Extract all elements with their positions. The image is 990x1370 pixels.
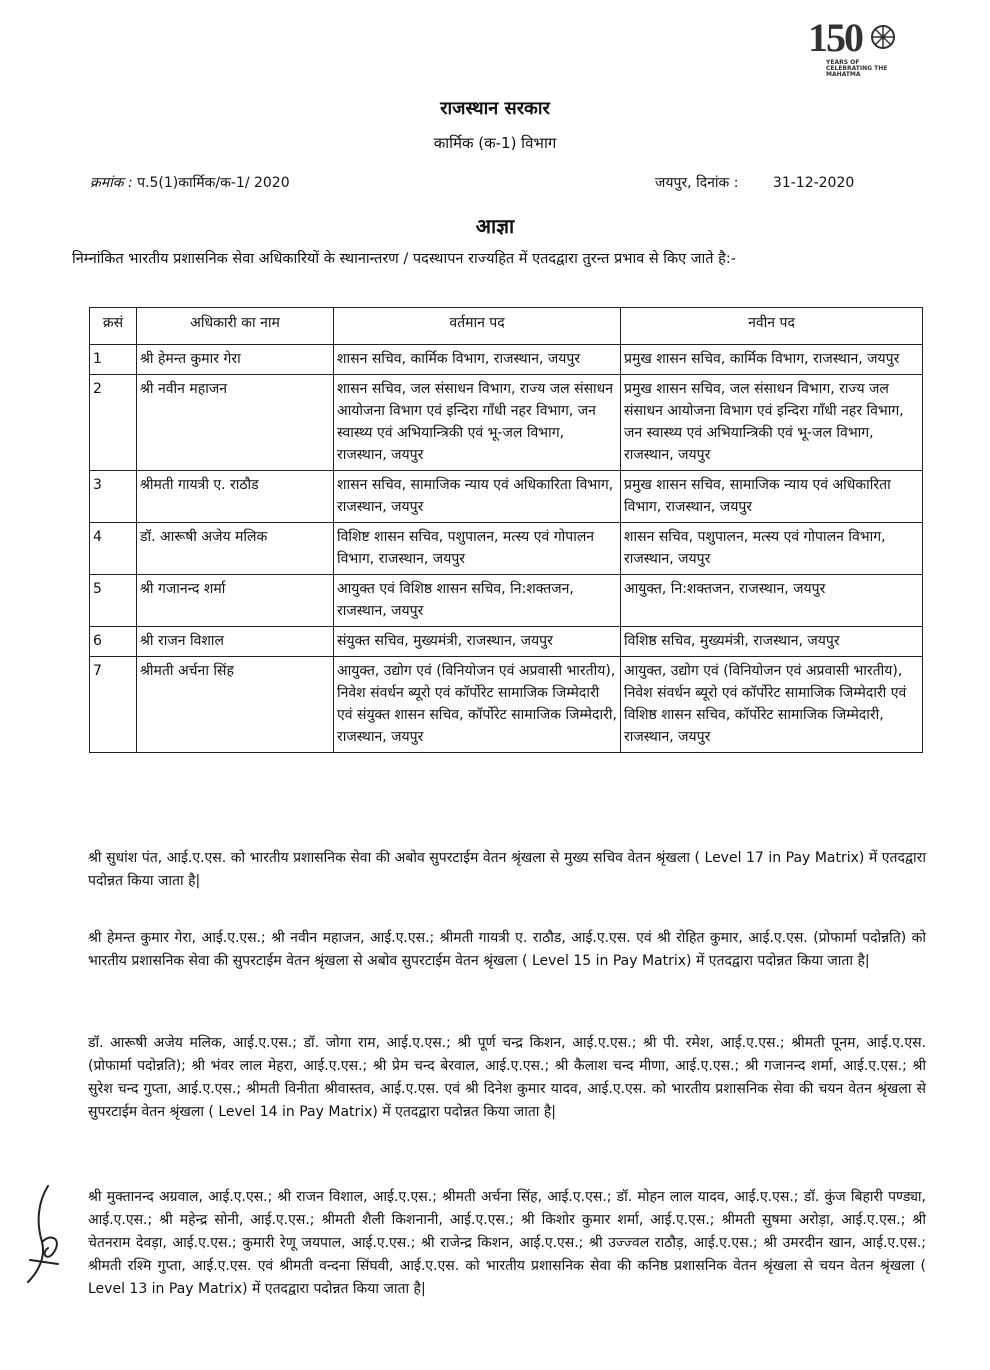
order-title: आज्ञा — [475, 214, 515, 238]
ref-number: प.5(1)कार्मिक/क-1/ 2020 — [137, 175, 290, 191]
cell-sno: 3 — [90, 471, 137, 523]
cell-sno: 5 — [90, 575, 137, 627]
table-row — [90, 523, 923, 575]
table-row — [90, 471, 923, 523]
cell-new-post: प्रमुख शासन सचिव, कार्मिक विभाग, राजस्थान, जयपुर — [621, 345, 923, 375]
department-title: कार्मिक (क-1) विभाग — [433, 134, 557, 152]
logo-number: 150 — [808, 15, 862, 60]
cell-current-post: शासन सचिव, सामाजिक न्याय एवं अधिकारिता विभाग, राजस्थान, जयपुर — [334, 471, 621, 523]
cell-new-post: प्रमुख शासन सचिव, सामाजिक न्याय एवं अधिकारिता विभाग, राजस्थान, जयपुर — [621, 471, 923, 523]
cell-current-post: आयुक्त, उद्योग एवं (विनियोजन एवं अप्रवासी भारतीय), निवेश संवर्धन ब्यूरो एवं कॉर्पोरेट सामाजिक जिम्मेदारी एवं संयुक्त शासन सचिव, कॉर्पोरेट सामाजिक जिम्मेदारी, राजस्थान, जयपुर — [334, 657, 621, 753]
header-name: अधिकारी का नाम — [137, 308, 334, 345]
cell-sno: 6 — [90, 627, 137, 657]
cell-new-post: शासन सचिव, पशुपालन, मत्स्य एवं गोपालन विभाग, राजस्थान, जयपुर — [621, 523, 923, 575]
cell-name: श्रीमती गायत्री ए. राठौड — [137, 471, 334, 523]
reference-number-line — [90, 173, 290, 192]
place-date-label: जयपुर, दिनांक : — [655, 175, 739, 191]
transfer-table — [89, 307, 923, 753]
table-row — [90, 345, 923, 375]
table-row — [90, 375, 923, 471]
government-title: राजस्थान सरकार — [440, 98, 550, 119]
cell-new-post: विशिष्ठ सचिव, मुख्यमंत्री, राजस्थान, जयपुर — [621, 627, 923, 657]
cell-name: श्री गजानन्द शर्मा — [137, 575, 334, 627]
cell-current-post: शासन सचिव, जल संसाधन विभाग, राज्य जल संसाधन आयोजना विभाग एवं इन्दिरा गाँधी नहर विभाग, जन स्वास्थ्य एवं अभियान्त्रिकी एवं भू-जल विभाग, राजस्थान, जयपुर — [334, 375, 621, 471]
promotion-paragraph-level-15: श्री हेमन्त कुमार गेरा, आई.ए.एस.; श्री नवीन महाजन, आई.ए.एस.; श्रीमती गायत्री ए. राठौड, आई.ए.एस. एवं श्री रोहित कुमार, आई.ए.एस. (प्रोफार्मा पदोन्नति) को भारतीय प्रशासनिक सेवा की सुपरटाईम वेतन श्रृंखला से अबोव सुपरटाईम वेतन श्रृंखला ( Level 15 in Pay Matrix) में एतदद्वारा पदोन्नत किया जाता है| — [88, 930, 926, 969]
promotion-paragraph-level-13: श्री मुक्तानन्द अग्रवाल, आई.ए.एस.; श्री राजन विशाल, आई.ए.एस.; श्रीमती अर्चना सिंह, आई.ए.एस.; डॉ. मोहन लाल यादव, आई.ए.एस.; डॉ. कुंज बिहारी पण्ड्या, आई.ए.एस.; श्री महेन्द्र सोनी, आई.ए.एस.; श्रीमती शैली किशनानी, आई.ए.एस.; श्री किशोर कुमार शर्मा, आई.ए.एस.; श्रीमती सुषमा अरोड़ा, आई.ए.एस.; श्री चेतनराम देवड़ा, आई.ए.एस.; कुमारी रेणू जयपाल, आई.ए.एस.; श्री राजेन्द्र किशन, आई.ए.एस.; श्री उज्ज्वल राठौड़, आई.ए.एस.; श्री उमरदीन खान, आई.ए.एस.; श्रीमती रश्मि गुप्ता, आई.ए.एस. एवं श्रीमती वन्दना सिंघवी, आई.ए.एस. को भारतीय प्रशासनिक सेवा की कनिष्ठ प्रशासनिक वेतन श्रृंखला से चयन वेतन श्रृंखला ( Level 13 in Pay Matrix) में एतदद्वारा पदोन्नत किया जाता है| — [88, 1189, 926, 1297]
header-current-post: वर्तमान पद — [334, 308, 621, 345]
charkha-wheel-icon — [870, 24, 896, 50]
logo-tagline: YEARS OF CELEBRATING THE MAHATMA — [826, 59, 888, 78]
cell-new-post: आयुक्त, उद्योग एवं (विनियोजन एवं अप्रवासी भारतीय), निवेश संवर्धन ब्यूरो एवं कॉर्पोरेट सामाजिक जिम्मेदारी एवं विशिष्ठ शासन सचिव, कॉर्पोरेट सामाजिक जिम्मेदारी, राजस्थान, जयपुर — [621, 657, 923, 753]
cell-sno: 4 — [90, 523, 137, 575]
cell-new-post: आयुक्त, नि:शक्तजन, राजस्थान, जयपुर — [621, 575, 923, 627]
cell-sno: 1 — [90, 345, 137, 375]
cell-name: श्री हेमन्त कुमार गेरा — [137, 345, 334, 375]
cell-current-post: संयुक्त सचिव, मुख्यमंत्री, राजस्थान, जयपुर — [334, 627, 621, 657]
promotion-paragraph-level-17: श्री सुधांश पंत, आई.ए.एस. को भारतीय प्रशासनिक सेवा की अबोव सुपरटाईम वेतन श्रृंखला से मुख्य सचिव वेतन श्रृंखला ( Level 17 in Pay Matrix) में एतदद्वारा पदोन्नत किया जाता है| — [88, 850, 926, 889]
cell-sno: 7 — [90, 657, 137, 753]
cell-name: डॉ. आरूषी अजेय मलिक — [137, 523, 334, 575]
cell-name: श्रीमती अर्चना सिंह — [137, 657, 334, 753]
cell-current-post: आयुक्त एवं विशिष्ठ शासन सचिव, नि:शक्तजन, राजस्थान, जयपुर — [334, 575, 621, 627]
gandhi-150-logo — [808, 14, 904, 86]
table-header-row — [90, 308, 923, 345]
table-row — [90, 627, 923, 657]
table-row — [90, 575, 923, 627]
cell-name: श्री राजन विशाल — [137, 627, 334, 657]
cell-name: श्री नवीन महाजन — [137, 375, 334, 471]
cell-new-post: प्रमुख शासन सचिव, जल संसाधन विभाग, राज्य जल संसाधन आयोजना विभाग एवं इन्दिरा गाँधी नहर विभाग, जन स्वास्थ्य एवं अभियान्त्रिकी एवं भू-जल विभाग, राजस्थान, जयपुर — [621, 375, 923, 471]
order-date: 31-12-2020 — [772, 175, 855, 191]
table-row — [90, 657, 923, 753]
cell-current-post: विशिष्ट शासन सचिव, पशुपालन, मत्स्य एवं गोपालन विभाग, राजस्थान, जयपुर — [334, 523, 621, 575]
promotion-paragraph-level-14: डॉ. आरूषी अजेय मलिक, आई.ए.एस.; डॉ. जोगा राम, आई.ए.एस.; श्री पूर्ण चन्द्र किशन, आई.ए.एस.; श्री पी. रमेश, आई.ए.एस.; श्रीमती पूनम, आई.ए.एस. (प्रोफार्मा पदोन्नति); श्री भंवर लाल मेहरा, आई.ए.एस.; श्री प्रेम चन्द बेरवाल, आई.ए.एस.; श्री कैलाश चन्द मीणा, आई.ए.एस.; श्री गजानन्द शर्मा, आई.ए.एस.; श्री सुरेश चन्द गुप्ता, आई.ए.एस.; श्रीमती विनीता श्रीवास्तव, आई.ए.एस. एवं श्री दिनेश कुमार यादव, आई.ए.एस. को भारतीय प्रशासनिक सेवा की चयन वेतन श्रृंखला से सुपरटाईम वेतन श्रृंखला ( Level 14 in Pay Matrix) में एतदद्वारा पदोन्नत किया जाता है| — [88, 1035, 926, 1120]
header-sno: क्रसं — [90, 308, 137, 345]
cell-sno: 2 — [90, 375, 137, 471]
handwritten-initials — [18, 1182, 68, 1292]
date-line — [655, 173, 854, 192]
order-intro: निम्नांकित भारतीय प्रशासनिक सेवा अधिकारियों के स्थानान्तरण / पदस्थापन राज्यहित में एतदद्वारा तुरन्त प्रभाव से किए जाते है:- — [72, 251, 737, 267]
ref-label: क्रमांक : — [90, 175, 133, 191]
header-new-post: नवीन पद — [621, 308, 923, 345]
cell-current-post: शासन सचिव, कार्मिक विभाग, राजस्थान, जयपुर — [334, 345, 621, 375]
